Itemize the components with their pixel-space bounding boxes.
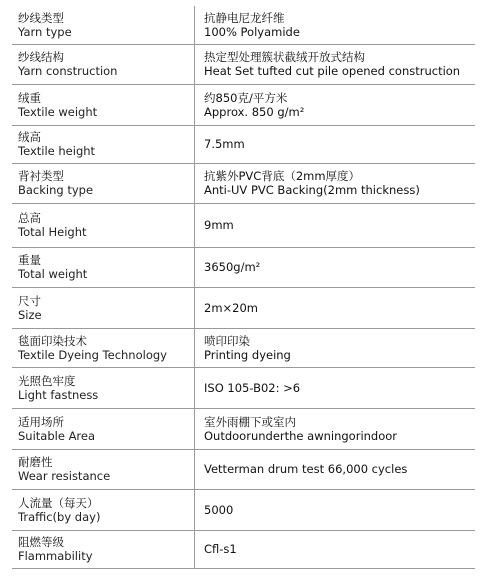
label-en: Backing type [18,183,94,197]
row-value [195,203,476,247]
label-en: Size [18,307,42,322]
value-line-1: 抗紫外PVC背底（2mm厚度） [204,169,361,183]
label-zh: 耐磨性 [18,455,53,469]
value-line-1: 喷印印染 [204,333,250,348]
label-en: Textile Dyeing Technology [18,347,167,362]
label-en: Yarn construction [18,64,118,78]
table-row [12,163,475,203]
value-line-2: Heat Set tufted cut pile opened construction [204,64,461,78]
label-en: Wear resistance [18,469,111,483]
value-line-1: 约850克/平方米 [204,90,288,105]
table-row [12,367,475,408]
label-en: Light fastness [18,387,99,402]
label-en: Textile height [18,144,96,158]
row-label [12,328,195,367]
label-zh: 背衬类型 [18,169,64,183]
row-label [12,203,195,247]
table-row [12,247,475,287]
row-label [12,449,195,489]
label-zh: 绒高 [18,130,41,144]
table-row [12,489,475,530]
value-line-1: 抗静电尼龙纤维 [204,10,285,25]
row-value [195,247,476,287]
value-line-1: 7.5mm [204,137,245,151]
value-line-1: ISO 105-B02: >6 [204,380,301,395]
label-zh: 重量 [18,253,41,267]
label-zh: 绒重 [18,90,41,105]
value-line-2: Printing dyeing [204,347,291,362]
table-row [12,84,475,125]
value-line-1: Cfl-s1 [204,542,237,556]
value-line-1: Vetterman drum test 66,000 cycles [204,462,408,476]
row-label [12,6,195,44]
value-line-1: 室外雨棚下或室内 [204,414,296,429]
table-row [12,408,475,449]
value-line-1: 9mm [204,218,234,232]
table-row [12,449,475,489]
table-row [12,125,475,163]
value-line-2: Approx. 850 g/m² [204,104,305,119]
row-value [195,408,476,449]
table-row [12,328,475,367]
row-label [12,367,195,408]
label-en: Yarn type [18,24,72,39]
row-label [12,84,195,125]
label-zh: 毯面印染技术 [18,333,87,348]
label-zh: 光照色牢度 [18,373,76,388]
spec-table [12,6,475,569]
row-value [195,328,476,367]
value-line-2: Outdoorunderthe awningorindoor [204,428,398,443]
label-en: Suitable Area [18,428,96,443]
row-value [195,287,476,328]
row-label [12,247,195,287]
row-value [195,367,476,408]
label-zh: 总高 [18,211,41,225]
row-value [195,489,476,530]
table-row [12,6,475,44]
row-label [12,489,195,530]
row-value [195,449,476,489]
value-line-1: 热定型处理簇状截绒开放式结构 [204,50,365,64]
table-row [12,203,475,247]
value-line-1: 2m×20m [204,300,258,315]
value-line-1: 3650g/m² [204,260,261,274]
row-value [195,6,476,44]
row-value [195,125,476,163]
row-label [12,125,195,163]
table-row [12,530,475,568]
label-en: Textile weight [18,104,98,119]
label-zh: 人流量（每天） [18,495,99,510]
label-zh: 纱线结构 [18,50,64,64]
row-label [12,287,195,328]
row-label [12,408,195,449]
value-line-1: 5000 [204,502,234,517]
row-value [195,44,476,84]
table-row [12,44,475,84]
row-value [195,84,476,125]
label-zh: 纱线类型 [18,10,64,25]
label-en: Traffic(by day) [18,509,101,524]
label-zh: 适用场所 [18,414,64,429]
label-zh: 阻燃等级 [18,535,64,549]
label-en: Flammability [18,549,93,563]
row-label [12,163,195,203]
row-label [12,44,195,84]
label-zh: 尺寸 [18,293,41,308]
row-value [195,530,476,568]
label-en: Total Height [18,225,87,239]
row-label [12,530,195,568]
value-line-2: Anti-UV PVC Backing(2mm thickness) [204,183,420,197]
value-line-2: 100% Polyamide [204,24,300,39]
row-value [195,163,476,203]
table-row [12,287,475,328]
label-en: Total weight [18,267,88,281]
